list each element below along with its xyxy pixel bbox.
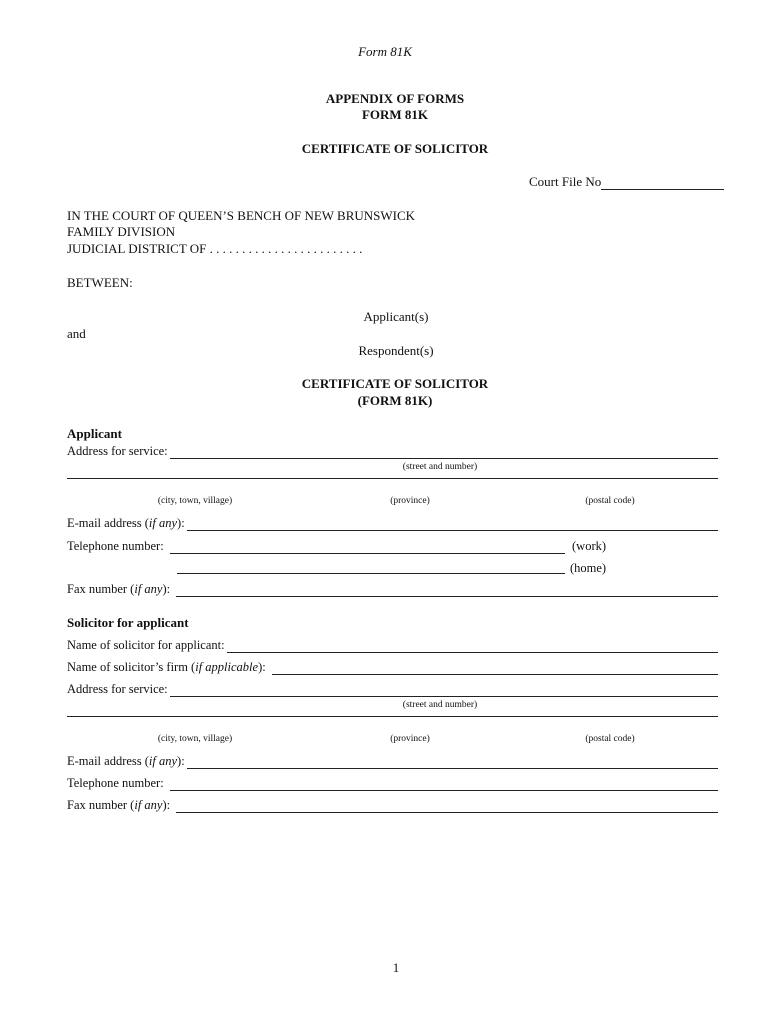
subtitle-certificate: CERTIFICATE OF SOLICITOR bbox=[301, 376, 489, 391]
solicitor-fax-field bbox=[67, 797, 718, 813]
applicant-phone-home-input[interactable] bbox=[177, 573, 565, 574]
home-label: (home) bbox=[570, 561, 607, 575]
applicant-address-field bbox=[67, 443, 718, 459]
applicants-label: Applicant(s) bbox=[363, 309, 429, 324]
solicitor-fax-label: Fax number (if any): bbox=[67, 798, 171, 812]
solicitor-email-label: E-mail address (if any): bbox=[67, 754, 185, 768]
judicial-district: JUDICIAL DISTRICT OF . . . . . . . . . . . . . . . . . . . . . . . . bbox=[67, 241, 363, 256]
respondents-label: Respondent(s) bbox=[358, 343, 434, 358]
applicant-phone-work-input[interactable] bbox=[170, 541, 565, 554]
solicitor-address-input[interactable] bbox=[170, 684, 718, 697]
applicant-phone-label: Telephone number: bbox=[67, 539, 164, 553]
applicant-email-field bbox=[67, 515, 718, 531]
court-division: FAMILY DIVISION bbox=[67, 224, 176, 239]
between-label: BETWEEN: bbox=[67, 275, 133, 290]
title-certificate: CERTIFICATE OF SOLICITOR bbox=[301, 141, 489, 156]
form-tag: Form 81K bbox=[358, 44, 412, 59]
solicitor-city-caption: (city, town, village) bbox=[157, 734, 233, 744]
applicant-city-line[interactable] bbox=[67, 478, 718, 479]
court-file-label: Court File No bbox=[529, 174, 602, 189]
page-number: 1 bbox=[392, 960, 400, 975]
solicitor-firm-label: Name of solicitor’s firm (if applicable): bbox=[67, 660, 266, 674]
solicitor-postal-caption: (postal code) bbox=[585, 734, 635, 744]
applicant-postal-caption: (postal code) bbox=[585, 496, 635, 506]
applicant-fax-input[interactable] bbox=[176, 584, 718, 597]
solicitor-name-label: Name of solicitor for applicant: bbox=[67, 638, 225, 652]
solicitor-name-field bbox=[67, 637, 718, 653]
applicant-email-label: E-mail address (if any): bbox=[67, 516, 185, 530]
solicitor-street-caption: (street and number) bbox=[402, 700, 478, 710]
applicant-province-caption: (province) bbox=[390, 496, 430, 506]
solicitor-address-field bbox=[67, 681, 718, 697]
applicant-email-input[interactable] bbox=[187, 518, 718, 531]
court-name: IN THE COURT OF QUEEN’S BENCH OF NEW BRUNSWICK bbox=[67, 208, 416, 223]
solicitor-city-line[interactable] bbox=[67, 716, 718, 717]
applicant-city-caption: (city, town, village) bbox=[157, 496, 233, 506]
court-file-number bbox=[529, 174, 724, 190]
solicitor-address-label: Address for service: bbox=[67, 682, 168, 696]
solicitor-phone-input[interactable] bbox=[170, 778, 718, 791]
solicitor-phone-label: Telephone number: bbox=[67, 776, 164, 790]
applicant-heading: Applicant bbox=[67, 426, 122, 441]
solicitor-firm-input[interactable] bbox=[272, 662, 718, 675]
subtitle-form: (FORM 81K) bbox=[357, 393, 433, 408]
title-appendix: APPENDIX OF FORMS bbox=[325, 91, 465, 106]
court-file-line[interactable] bbox=[601, 177, 724, 190]
applicant-fax-label: Fax number (if any): bbox=[67, 582, 171, 596]
applicant-address-input[interactable] bbox=[170, 446, 718, 459]
solicitor-email-input[interactable] bbox=[187, 756, 718, 769]
solicitor-province-caption: (province) bbox=[390, 734, 430, 744]
solicitor-phone-field bbox=[67, 775, 718, 791]
solicitor-fax-input[interactable] bbox=[176, 800, 718, 813]
solicitor-firm-field bbox=[67, 659, 718, 675]
applicant-phone-field bbox=[67, 538, 565, 554]
work-label: (work) bbox=[572, 539, 607, 553]
applicant-fax-field bbox=[67, 581, 718, 597]
solicitor-heading: Solicitor for applicant bbox=[67, 615, 189, 630]
solicitor-email-field bbox=[67, 753, 718, 769]
applicant-street-caption: (street and number) bbox=[402, 462, 478, 472]
and-label: and bbox=[67, 326, 86, 341]
solicitor-name-input[interactable] bbox=[227, 640, 718, 653]
title-form-number: FORM 81K bbox=[361, 107, 429, 122]
applicant-address-label: Address for service: bbox=[67, 444, 168, 458]
